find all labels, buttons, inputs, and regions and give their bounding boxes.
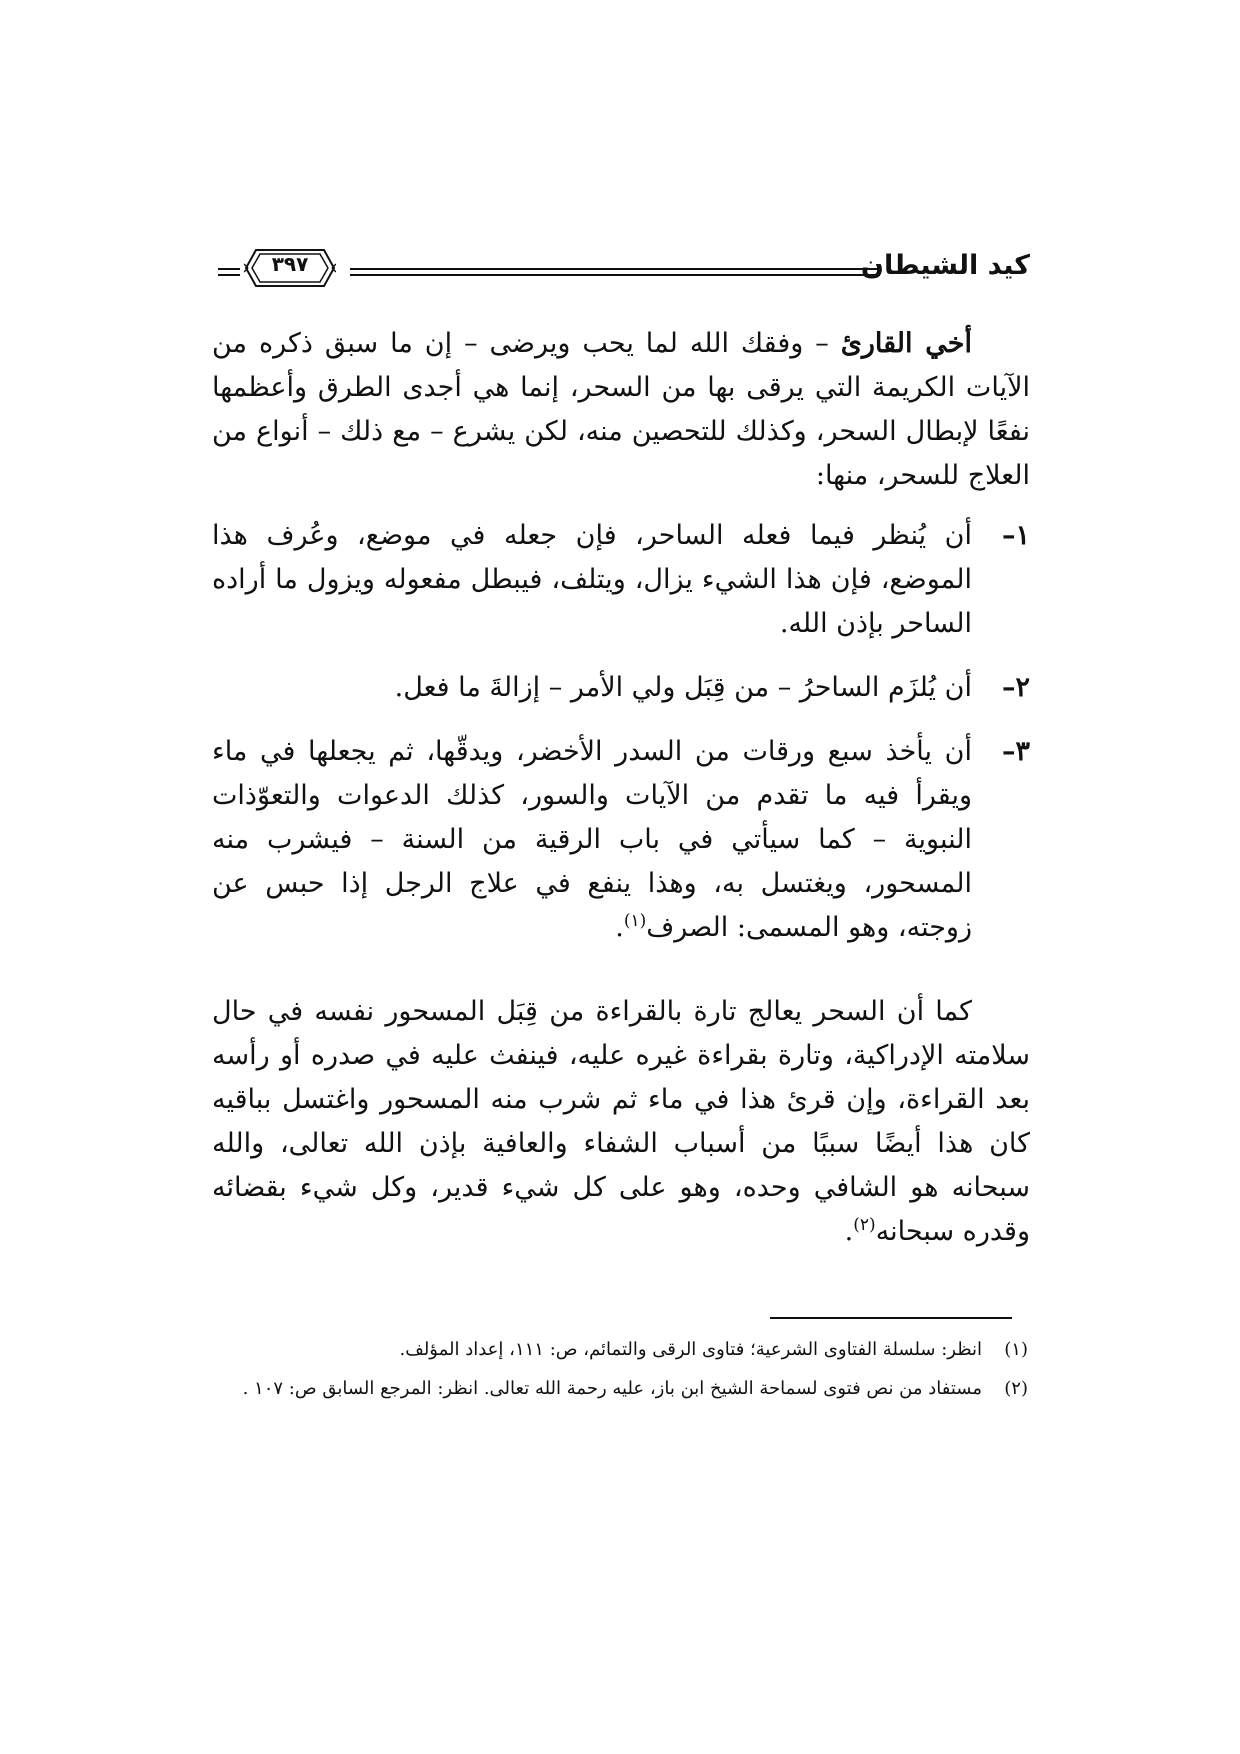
footnote-divider bbox=[770, 1317, 1012, 1319]
treatment-list bbox=[212, 514, 1030, 970]
list-item bbox=[212, 666, 1030, 710]
footnote-ref[interactable]: (٢) bbox=[853, 1215, 876, 1235]
list-number: ٢– bbox=[1001, 672, 1030, 703]
list-item bbox=[212, 514, 1030, 646]
footnote-number: (١) bbox=[1004, 1339, 1028, 1360]
page-number-badge bbox=[244, 248, 336, 288]
intro-lead: أخي القارئ bbox=[840, 328, 972, 359]
list-item-text: أن يُنظر فيما فعله الساحر، فإن جعله في موضع، وعُرف هذا الموضع، فإن هذا الشيء يزال، ويتلف، فيبطل مفعوله ويزول ما أراده الساحر بإذن الله. bbox=[212, 520, 972, 639]
list-item bbox=[212, 730, 1030, 950]
book-title: كيد الشيطان bbox=[860, 250, 1030, 281]
footnote-ref[interactable]: (١) bbox=[623, 911, 647, 931]
header-rule bbox=[350, 268, 880, 276]
list-item-end: . bbox=[615, 912, 624, 943]
footnotes bbox=[215, 1333, 1028, 1411]
intro-text: – وفقك الله لما يحب ويرضى – إن ما سبق ذكره من الآيات الكريمة التي يرقى بها من السحر، إنما هي أجدى الطرق وأعظمها نفعًا لإبطال السحر، وكذلك للتحصين منه، لكن يشرع – مع ذلك – أنواع من العلاج للسحر، منها: bbox=[212, 328, 1030, 491]
list-number: ١– bbox=[1001, 520, 1030, 551]
closing-text: كما أن السحر يعالج تارة بالقراءة من قِبَل المسحور نفسه في حال سلامته الإدراكية، وتارة بقراءة غيره عليه، فينفث عليه في صدره أو رأسه بعد القراءة، وإن قرئ هذا في ماء ثم شرب منه المسحور واغتسل بباقيه كان هذا أيضًا سببًا من أسباب الشفاء والعافية بإذن الله تعالى، والله سبحانه هو الشافي وحده، وهو على كل شيء قدير، وكل شيء بقضائه وقدره سبحانه bbox=[212, 996, 1030, 1247]
closing-end: . bbox=[844, 1216, 854, 1247]
running-header bbox=[218, 248, 1030, 298]
closing-paragraph bbox=[212, 990, 1030, 1254]
footnote-number: (٢) bbox=[1004, 1378, 1028, 1399]
page-number: ٣٩٧ bbox=[271, 252, 309, 276]
footnote bbox=[215, 1372, 1028, 1405]
list-number: ٣– bbox=[1001, 736, 1030, 767]
footnote bbox=[215, 1333, 1028, 1366]
list-item-text: أن يُلزَم الساحرُ – من قِبَل ولي الأمر – إزالةَ ما فعل. bbox=[394, 672, 972, 703]
footnote-text: مستفاد من نص فتوى لسماحة الشيخ ابن باز، عليه رحمة الله تعالى. انظر: المرجع السابق ص: ١٠٧ . bbox=[242, 1378, 982, 1399]
list-item-text: أن يأخذ سبع ورقات من السدر الأخضر، ويدقّها، ثم يجعلها في ماء ويقرأ فيه ما تقدم من الآيات والسور، كذلك الدعوات والتعوّذات النبوية – كما سيأتي في باب الرقية من السنة – فيشرب منه المسحور، ويغتسل به، وهذا ينفع في علاج الرجل إذا حبس عن زوجته، وهو المسمى: الصرف bbox=[212, 736, 972, 943]
footnote-text: انظر: سلسلة الفتاوى الشرعية؛ فتاوى الرقى والتمائم، ص: ١١١، إعداد المؤلف. bbox=[399, 1339, 982, 1360]
header-rule-short bbox=[218, 268, 240, 276]
intro-paragraph bbox=[212, 322, 1030, 498]
